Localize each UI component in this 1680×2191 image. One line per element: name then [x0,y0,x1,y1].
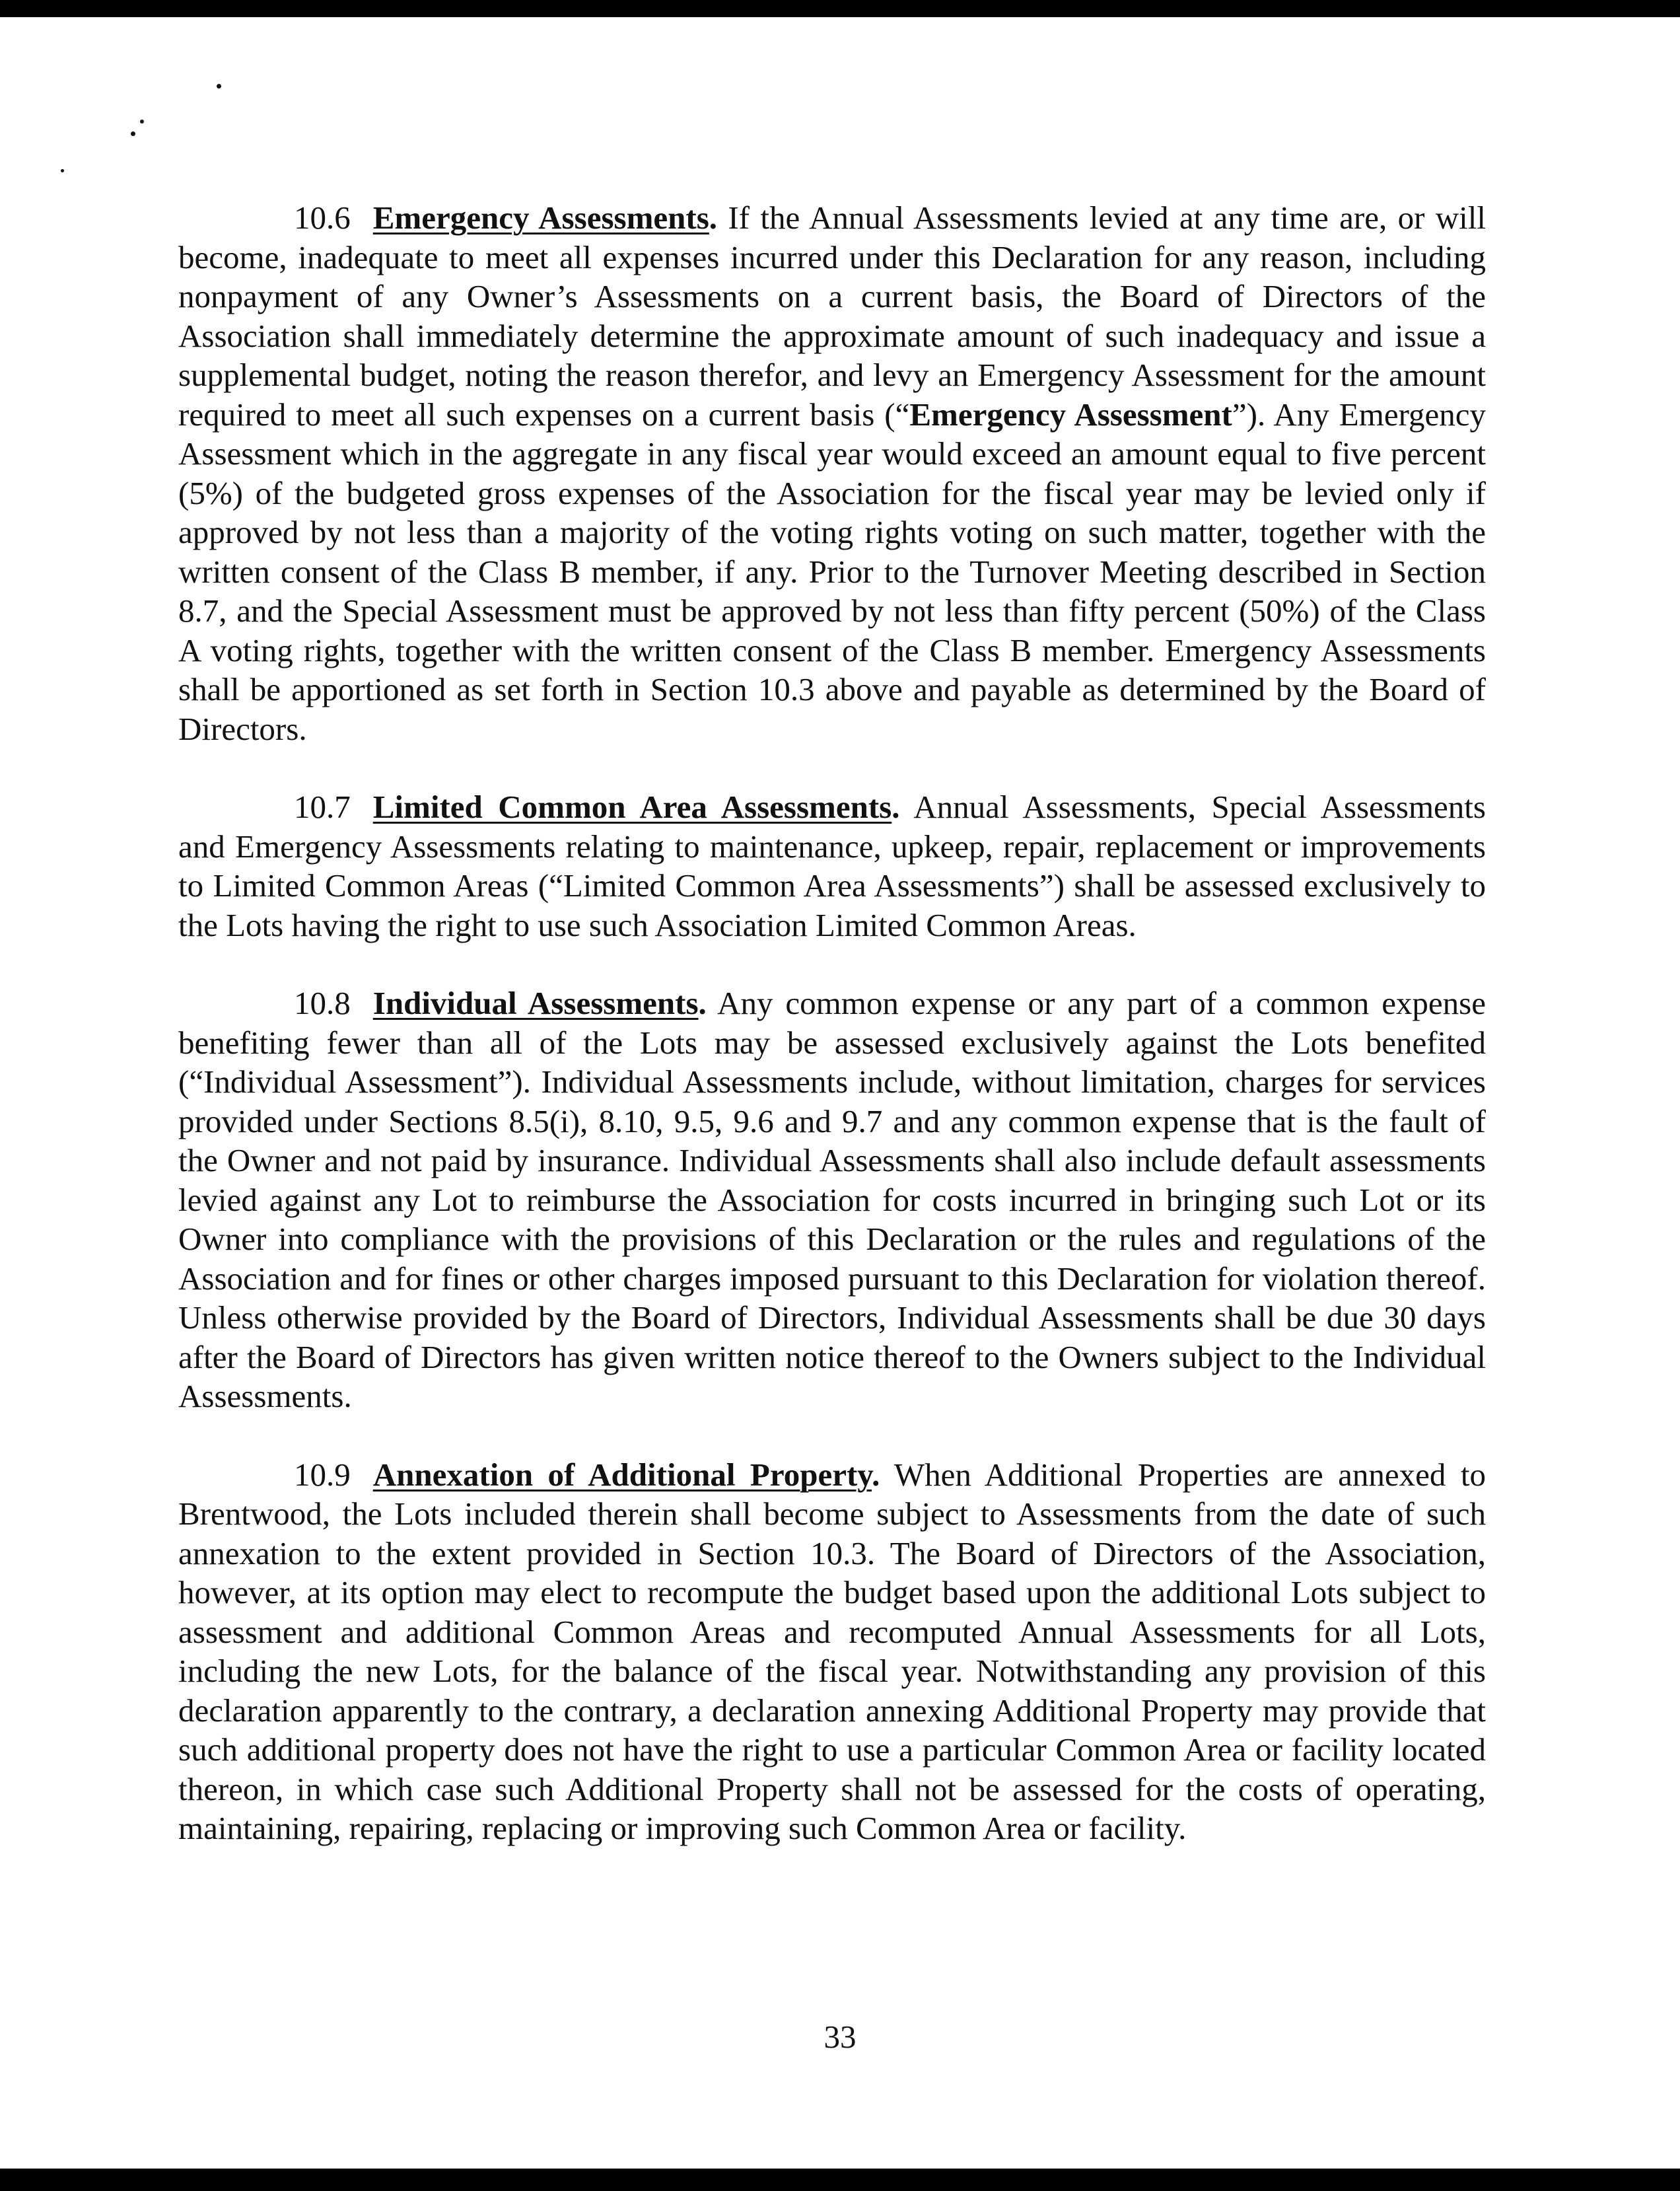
section-body: Annual Assessments, Special Assessments and Emergency Assessments relating to maintenance, upkeep, repair, replacement or improvements to Limited Common Areas (“Limited Common Area Assessments”) shall be assessed exclusively to the Lots having the right to use such Association Limited Common Areas. [178,789,1486,943]
scan-border-bottom [0,2169,1680,2191]
section-number: 10.9 [294,1456,351,1493]
section-number: 10.7 [294,789,351,825]
section-10-9 [178,1455,1486,1848]
section-heading: Emergency Assessments [372,199,709,236]
section-heading: Individual Assessments [372,985,699,1021]
section-body: Any common expense or any part of a common expense benefiting fewer than all of the Lots may be assessed exclusively against the Lots benefited (“Individual Assessment”). Individual Assessments include, without limitation, charges for services provided under Sections 8.5(i), 8.10, 9.5, 9.6 and 9.7 and any common expense that is the fault of the Owner and not paid by insurance. Individual Assessments shall also include default assessments levied against any Lot to reimburse the Association for costs incurred in bringing such Lot or its Owner into compliance with the provisions of this Declaration or the rules and regulations of the Association and for fines or other charges imposed pursuant to this Declaration for violation thereof. Unless otherwise provided by the Board of Directors, Individual Assessments shall be due 30 days after the Board of Directors has given written notice thereof to the Owners subject to the Individual Assessments. [178,985,1487,1414]
section-10-6 [178,198,1486,748]
section-body-part-a: If the Annual Assessments levied at any time are, or will become, inadequate to meet all expenses incurred under this Declaration for any reason, including nonpayment of any Owner’s Assessments on a current basis, the Board of Directors of the Association shall immediately determine the approximate amount of such inadequacy and issue a supplemental budget, noting the reason therefor, and levy an Emergency Assessment for the amount required to meet all such expenses on a current basis (“ [178,199,1487,433]
section-10-7 [178,787,1486,945]
scan-speck [217,84,221,89]
heading-period: . [698,985,707,1021]
section-body-part-b: ”). Any Emergency Assessment which in the aggregate in any fiscal year would exceed an amount equal to five percent (5%) of the budgeted gross expenses of the Association for the fiscal year may be levied only if approved by not less than a majority of the voting rights voting on such matter, together with the written consent of the Class B member, if any. Prior to the Turnover Meeting described in Section 8.7, and the Special Assessment must be approved by not less than fifty percent (50%) of the Class A voting rights, together with the written consent of the Class B member. Emergency Assessments shall be apportioned as set forth in Section 10.3 above and payable as determined by the Board of Directors. [178,396,1486,747]
scan-speck [61,169,64,172]
heading-period: . [709,199,718,236]
section-heading: Annexation of Additional Property [372,1456,872,1493]
heading-period: . [872,1456,880,1493]
section-heading: Limited Common Area Assessments [372,789,892,825]
section-10-8 [178,984,1486,1416]
scan-speck [131,131,135,136]
page-number: 33 [823,2019,857,2055]
defined-term: Emergency Assessment [909,396,1232,433]
section-number: 10.6 [294,199,351,236]
document-page [178,198,1486,1887]
scan-speck [140,120,144,124]
heading-period: . [892,789,900,825]
section-number: 10.8 [294,985,351,1021]
section-body: When Additional Properties are annexed to Brentwood, the Lots included therein shall become subject to Assessments from the date of such annexation to the extent provided in Section 10.3. The Board of Directors of the Association, however, at its option may elect to recompute the budget based upon the additional Lots subject to assessment and additional Common Areas and recomputed Annual Assessments for all Lots, including the new Lots, for the balance of the fiscal year. Notwithstanding any provision of this declaration apparently to the contrary, a declaration annexing Additional Property may provide that such additional property does not have the right to use a particular Common Area or facility located thereon, in which case such Additional Property shall not be assessed for the costs of operating, maintaining, repairing, replacing or improving such Common Area or facility. [178,1456,1486,1846]
scan-border-top [0,0,1680,17]
